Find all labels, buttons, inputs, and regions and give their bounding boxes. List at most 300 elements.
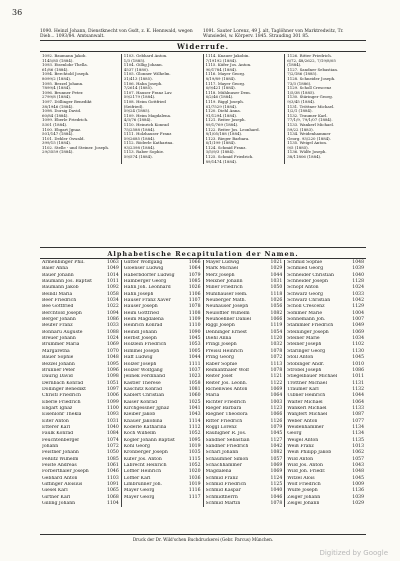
index-number: 1118	[270, 291, 283, 297]
header-entry: 1091. Sauter Lorenz, 49 J. alt, Taglöhner von Marktredwitz, Tr. Wunsiedel, w. Körperv. 1845. Strauding 301 85.	[203, 29, 344, 40]
widerruf-line: 1128. Schneider Joseph.	[287, 76, 336, 81]
widerruf-line: 60/84 (1884).	[42, 113, 69, 118]
index-name: Knauer Jakobina	[123, 418, 163, 424]
index-number: 1074	[107, 437, 119, 443]
widerruf-line: 77/1/9, 79/1/07 (1884).	[287, 118, 333, 123]
index-number: 1113	[270, 361, 283, 367]
widerruf-line: 1094. Berchtold Joseph.	[42, 72, 90, 77]
index-name: Himmel Joseph	[123, 348, 160, 354]
index-number: 1039	[352, 266, 364, 272]
index-number: 1112	[188, 424, 201, 430]
index-number: 1090	[188, 329, 201, 335]
index-name: Sandner Sebastian	[205, 437, 250, 443]
index-name: Mayer Georg	[123, 494, 155, 500]
index-name: Heindl Johann	[123, 329, 157, 335]
index-number: 1066	[270, 412, 283, 418]
index-name: Diehl Anna	[205, 336, 232, 342]
index-number: 1063	[107, 260, 119, 265]
index-number: 1013	[352, 443, 364, 449]
index-number: 1095	[188, 437, 201, 443]
index-name: Beindl Maria	[42, 291, 73, 297]
index-number: 1125	[270, 482, 283, 488]
index-number: 1132	[352, 386, 364, 392]
index-name: Mark Michael	[205, 266, 239, 272]
index-number: 1078	[270, 348, 283, 354]
index-name: Sonnemann Joh.	[287, 317, 326, 323]
printer-footer: Druck der Dr. Wild'schen Buchdruckerei (Gebr. Parcus) München.	[132, 537, 274, 542]
index-number: 1098	[107, 374, 119, 380]
index-name: Ritter Friedrich	[205, 418, 243, 424]
widerruf-line: 1132. Traumer Karl.	[287, 113, 328, 118]
widerruf-line: 7/2614 (1885).	[123, 86, 153, 91]
widerruf-line: 6/72, 48/2622, 7/19/8/05	[287, 58, 336, 63]
widerruf-line: 6/9/421 (1884).	[205, 86, 236, 91]
widerruf-line: 31/413 (1885).	[123, 76, 153, 81]
index-name: Bauer Johann	[42, 272, 74, 278]
watermark: Digitized by Google	[319, 549, 388, 557]
widerruf-line: 6/2/46 (1884).	[205, 95, 234, 100]
index-number: 1029	[270, 266, 283, 272]
index-column	[204, 260, 286, 507]
widerruf-line: 399/15 (1884).	[42, 141, 72, 146]
divider	[40, 258, 366, 259]
index-name: Pringl Joseph	[205, 342, 237, 348]
index-name: Schneider Christian	[287, 272, 334, 278]
index-number: 1117	[188, 494, 201, 500]
index-name: Reiter Jos. Leonh.	[205, 380, 248, 386]
index-number: 1096	[107, 367, 119, 373]
index-number: 1050	[270, 285, 283, 291]
index-number: 1010	[352, 361, 364, 367]
index-name: Weber Anton	[287, 418, 318, 424]
index-name: Jelinek Ferdinand	[123, 374, 166, 380]
index-name: Girtner Karl	[42, 494, 71, 500]
index-number: 1043	[188, 412, 201, 418]
index-name: Kohl Georg	[123, 443, 151, 449]
index-name: Kaiser Konrad	[123, 399, 158, 405]
widerruf-line: 90/1784 (1884).	[205, 67, 238, 72]
index-number: 1127	[270, 437, 283, 443]
index-name: Röggl Lorenz	[205, 424, 237, 430]
index-name: Margaretha	[42, 348, 70, 354]
index-name: Beufer Franz	[42, 323, 73, 329]
index-name: Schmid Kaspar	[205, 488, 241, 494]
index-name: Rauhigner R. Jos.	[205, 431, 247, 437]
index-name: Riggl Joseph	[205, 323, 235, 329]
index-name: Heinrich Konrad	[123, 323, 163, 329]
index-number: 1091	[107, 482, 119, 488]
index-number: 1005	[188, 348, 201, 354]
index-number: 1044	[188, 355, 201, 361]
index-number: 1003	[270, 399, 283, 405]
index-name: Schachhammer	[205, 463, 242, 468]
index-number: 1131	[352, 380, 364, 386]
page-number: 36	[12, 8, 23, 17]
index-name: Schmidtherrn	[205, 494, 238, 500]
index-name: Weigel Anton	[287, 437, 319, 443]
index-name: Limbrunner Joh.	[123, 482, 163, 488]
index-name: Beer Friedrich	[42, 298, 77, 304]
header-entry: 1090. Heinzl Johann, Dienstknecht von Gsdt, z. K. Hennwald, wegen Dieb... 1093/84. Amtsanwalt.	[40, 29, 193, 40]
index-name: Herbst Joseph	[123, 336, 157, 342]
index-name: Wild Anton	[287, 456, 314, 462]
index-number: 1078	[188, 304, 201, 310]
widerruf-line: (Seifried).	[123, 104, 144, 109]
index-name: Armenbinger Phil.	[42, 260, 85, 265]
index-number: 1133	[352, 405, 364, 411]
widerruf-line: 1111. Holzhauser Franz	[123, 132, 172, 137]
widerruf-line: 89/1/769 (1884).	[205, 122, 239, 127]
widerruf-line: 1/3 (1885).	[123, 58, 146, 63]
index-name: Feistner Johann	[42, 450, 79, 456]
widerruf-line: 1102. Stelle - und Steiner. Joseph.	[42, 145, 110, 150]
index-name: Eiter Anton	[42, 418, 69, 424]
index-name: Labrecht Heinrich	[123, 463, 167, 468]
index-number: 1040	[270, 488, 283, 494]
index-column	[285, 260, 366, 507]
widerruf-line: 38/1946 (1884).	[42, 104, 74, 109]
index-number: 1069	[352, 329, 364, 335]
widerruf-line: 1092. Baumann Jakob.	[42, 54, 87, 58]
widerruf-line: 1145/85 (1884).	[42, 58, 74, 63]
index-name: Witzel Alois	[287, 475, 315, 481]
index-name: Stäringer Georg	[287, 348, 326, 354]
index-number: 1085	[107, 456, 119, 462]
widerrufe-column	[40, 54, 122, 164]
index-name: Pring Georg	[205, 355, 234, 361]
index-number: 1029	[352, 501, 364, 507]
index-number: 1120	[270, 336, 283, 342]
index-number: 1079	[188, 272, 201, 278]
index-name: Schneider Joseph	[287, 279, 328, 285]
widerruf-line: 1116. Mayer Georg.	[205, 72, 246, 77]
index-name: Heim Magdalena	[123, 317, 164, 323]
index-name: Bonnaru Auguste	[42, 329, 83, 335]
index-number: 1045	[188, 336, 201, 342]
widerruf-line: 59/24 (1885).	[123, 109, 151, 114]
index-number: 1079	[270, 424, 283, 430]
index-name: Baumann Jos. Baptist	[42, 279, 93, 285]
index-name: Preissl Heinrich	[205, 348, 243, 354]
widerruf-line: 1114. Knauer Jakobin.	[205, 54, 250, 58]
index-number: 1088	[107, 329, 119, 335]
widerruf-line: 1121. Reiter Joseph.	[205, 118, 246, 123]
index-name: Haff Ludwig	[123, 355, 153, 361]
index-number: 1097	[107, 386, 119, 392]
index-number: 1057	[270, 456, 283, 462]
index-number: 1078	[270, 501, 283, 507]
index-name: Miller Friedrich	[205, 285, 243, 291]
index-number: 1069	[270, 463, 283, 468]
index-number: 1119	[270, 323, 283, 329]
widerruf-line: 59/2179 (1884).	[123, 95, 156, 100]
index-number: 1022	[107, 304, 119, 310]
index-name: Steiner Marie	[287, 336, 320, 342]
index-number: 1007	[352, 317, 364, 323]
index-number: 1042	[270, 443, 283, 449]
index-name: Hamberger Georg	[123, 279, 167, 285]
widerruf-line: 89/1474 (1884).	[205, 159, 238, 164]
index-name: Küfer Jos. Anton	[123, 456, 162, 462]
index-number: 1060	[188, 393, 201, 399]
index-number: 1048	[352, 260, 364, 265]
index-number: 1126	[270, 418, 283, 424]
widerruf-line: 1109. Heim Magdalena.	[123, 113, 172, 118]
widerruf-line: 9/5 (1885).	[287, 145, 309, 150]
index-name: Löffler Karl	[123, 475, 151, 481]
divider	[40, 247, 366, 248]
widerrufe-grid	[40, 54, 366, 164]
index-number: 1068	[107, 494, 119, 500]
index-number: 1095	[107, 361, 119, 367]
widerruf-line: 1095. Bezzel Johann.	[42, 81, 84, 86]
index-number: 1035	[188, 450, 201, 456]
widerruf-line: 1136. Wülfe Joseph.	[287, 150, 327, 155]
widerruf-line: 1103. Gebhard Anton.	[123, 54, 168, 58]
index-name: Bauer Sophie	[42, 355, 74, 361]
widerruf-line: 1129. Scholl Crescenz	[287, 86, 332, 91]
index-number: 1084	[107, 431, 119, 437]
widerruf-line: 59/22 (1883).	[287, 127, 314, 132]
index-name: Schmid Sophie	[287, 260, 323, 265]
index-name: Wolf Friedrich	[287, 482, 321, 488]
widerruf-line: 61/86 (1884).	[42, 67, 69, 72]
widerruf-line: 59/2685 (1884).	[123, 136, 156, 141]
index-number: 1024	[352, 285, 364, 291]
index-name: Haberbdorfer Ludwig	[123, 272, 175, 278]
index-number: 1110	[188, 323, 201, 329]
index-name: Sandner Friedrich	[205, 443, 249, 449]
index-number: 1116	[188, 488, 201, 494]
index-name: Schwarz Christian	[287, 298, 331, 304]
index-number: 1040	[107, 424, 119, 430]
index-number: 1134	[352, 431, 364, 437]
widerruf-line: 1120. Diehl Anna.	[205, 109, 241, 114]
widerruf-line: 1098. Dorsig David.	[42, 109, 82, 114]
index-name: Daurig David	[42, 374, 73, 380]
index-name: Holzer Joseph	[123, 361, 157, 367]
index-number: 1103	[107, 475, 119, 481]
widerruf-line: 29/3559 (1884).	[42, 150, 74, 155]
widerruf-line: 1/2/1 (1884).	[287, 109, 313, 114]
widerruf-line: 75/2588 (1884).	[123, 127, 156, 132]
widerrufe-column	[285, 54, 366, 164]
index-name: Gloenser Ludwig	[123, 266, 164, 272]
index-name: Döllinger Benedikt	[42, 386, 86, 392]
index-number: 1048	[352, 469, 364, 475]
index-number: 1052	[188, 463, 201, 468]
index-entry	[206, 501, 283, 507]
widerruf-line: 1125. Schmid Friedrich.	[205, 155, 254, 160]
widerruf-line: 4537 (1880).	[123, 67, 150, 72]
index-name: Förberthaler Joseph	[42, 469, 89, 475]
index-number: 1062	[352, 450, 364, 456]
widerruf-line: 1107. Hauser Franz Lav.	[123, 90, 173, 95]
divider	[40, 51, 366, 52]
index-number: 1025	[188, 399, 201, 405]
index-number: 1058	[107, 291, 119, 297]
index-name: Kögler Johann Baptist	[123, 437, 175, 443]
index-name: Kablert Christian	[123, 393, 165, 399]
widerruf-line: 1110. Heinrich Konrad	[123, 122, 169, 127]
widerruf-line: 1118. Mühlnuser Dem.	[205, 90, 251, 95]
index-number: 1066	[270, 317, 283, 323]
index-name: Wild Jos. Anton	[287, 463, 323, 468]
index-name: Wankerl Michael	[287, 405, 327, 411]
widerruf-line: 1106. Hahn Joseph.	[123, 81, 163, 86]
index-number: 1058	[188, 380, 201, 386]
index-name: Schwarz Georg	[287, 291, 323, 297]
index-number: 1078	[270, 367, 283, 373]
index-number: 1111	[188, 361, 201, 367]
widerruf-line: 7899/4 (1884).	[42, 86, 72, 91]
index-number: 1039	[352, 494, 364, 500]
index-name: Stoll Anton	[287, 355, 314, 361]
index-number: 1129	[352, 304, 364, 310]
widerrufe-column	[204, 54, 286, 164]
widerruf-line: 8/19/89 (1884).	[205, 76, 236, 81]
index-name: Kleiber Jakob	[123, 412, 156, 418]
index-name: Scharl Johann	[205, 450, 239, 456]
index-name: Giesel Karl	[42, 488, 68, 494]
index-number: 1011	[107, 279, 119, 285]
index-number: 1081	[188, 386, 201, 392]
index-number: 1006	[107, 393, 119, 399]
widerruf-line: 1100. Ebgart Jgnaz.	[42, 127, 82, 132]
index-name: Schaumner Simon	[205, 456, 249, 462]
index-name: Baier Anna	[42, 266, 68, 272]
index-number: 1064	[352, 399, 364, 405]
index-name: Schmid Friedrich	[205, 482, 247, 488]
index-number: 1086	[352, 367, 364, 373]
widerruf-line: 5301 (1884).	[42, 122, 68, 127]
index-column	[40, 260, 122, 507]
widerruf-line: 1115. Küfer Jos. Anton.	[205, 63, 252, 68]
index-name: Sommer Marie	[287, 310, 323, 316]
index-name: Breuer Johann	[42, 336, 76, 342]
widerruf-line: 7/19192 (1884).	[205, 58, 238, 63]
index-name: Giffinger Aloisius	[42, 482, 83, 488]
widerruf-line: 1117. Mayer Georg.	[205, 81, 246, 86]
index-number: 1023	[188, 374, 201, 380]
index-name: Baumann Jakob	[42, 285, 79, 291]
index-number: 1046	[270, 494, 283, 500]
index-number: 1045	[270, 431, 283, 437]
index-number: 1069	[270, 386, 283, 392]
index-name: Ebgart Ignaz	[42, 405, 73, 411]
widerruf-line: 1135. Weigel Anton.	[287, 141, 328, 146]
index-name: Stiegelbauer Michael	[287, 374, 338, 380]
index-name: Dernbach Konrad	[42, 380, 84, 386]
index-number: 1021	[270, 260, 283, 265]
index-number: 1122	[270, 380, 283, 386]
widerruf-line: 93/2398 (1884).	[123, 145, 156, 150]
index-number: 1082	[270, 310, 283, 316]
index-number: 1045	[352, 355, 364, 361]
index-name: Richter Friedrich	[205, 399, 246, 405]
index-number: 1134	[352, 424, 364, 430]
index-number: 1009	[352, 482, 364, 488]
widerruf-line: 1097. Döllinger Benedikt	[42, 99, 92, 104]
widerruf-line: 1133. Wankerl Michael.	[287, 122, 335, 127]
index-name: Trottner Michael	[287, 380, 327, 386]
index-number: 1026	[188, 285, 201, 291]
index-name: Uibner Heinrich	[287, 393, 326, 399]
index-number: 1043	[352, 463, 364, 468]
index-name: Zeiger Johann	[287, 494, 321, 500]
index-name: Zeigel Johann	[287, 501, 320, 507]
widerruf-line: 38/11806 (1884).	[287, 155, 322, 160]
index-number: 1124	[270, 475, 283, 481]
widerruf-line: 1131. Tröttner Michael.	[287, 104, 335, 109]
index-name: Traumer Karl	[287, 386, 319, 392]
index-name: Koch Wilhelm	[123, 431, 156, 437]
widerrufe-column	[122, 54, 204, 164]
index-number: 1121	[270, 374, 283, 380]
index-name: Magdalena	[205, 469, 232, 475]
index-name: Scholl Crescenz	[287, 304, 325, 310]
widerruf-line: 1/5/38 (1885).	[287, 90, 316, 95]
index-number: 1136	[352, 488, 364, 494]
index-name: Mayer Georg	[123, 488, 155, 494]
index-number: 1024	[107, 336, 119, 342]
index-name: Riegner Theodora	[205, 412, 248, 418]
widerruf-line: 1134. Weidenhammer	[287, 132, 331, 137]
index-number: 1051	[107, 380, 119, 386]
widerruf-line: 1105. Glonner Wilhelm.	[123, 72, 171, 77]
index-name: Bee Gottfried	[42, 304, 74, 310]
widerruf-line: 8099/2 (1884).	[42, 76, 72, 81]
widerruf-line: 4/3/76 (1884).	[123, 118, 152, 123]
index-name: Neuhauser Joseph	[205, 304, 249, 310]
index-number: 1049	[352, 323, 364, 329]
index-name: Georg	[287, 431, 302, 437]
index-number: 1054	[270, 329, 283, 335]
index-name: Hahn Joh. Leonhard	[123, 285, 171, 291]
index-name: Heim Gottfried	[123, 310, 159, 316]
index-name: Raber Sophie	[205, 361, 238, 367]
index-number: 1014	[107, 272, 119, 278]
index-number: 1037	[188, 367, 201, 373]
widerruf-line: 1096. Brunner Peter.	[42, 90, 84, 95]
widerruf-line: 1127. Sandner Sebastian.	[287, 67, 339, 72]
widerruf-line: 501/147 (1884).	[42, 132, 74, 137]
index-number: 1069	[107, 342, 119, 348]
index-name: Löffler Heinrich	[123, 469, 162, 475]
index-number: 1085	[188, 279, 201, 285]
index-name: Feßlitz Wilhelm	[42, 456, 79, 462]
index-number: 1066	[188, 260, 201, 265]
widerruf-line: 8/1/05/188 (1884).	[205, 132, 243, 137]
index-number: 1045	[352, 475, 364, 481]
index-number: 1041	[188, 405, 201, 411]
widerruf-line: 6/1/199 (1884).	[205, 141, 236, 146]
index-name: Wülfe Joseph	[287, 488, 318, 494]
index-number: 1042	[352, 298, 364, 304]
index-number: 1044	[270, 272, 283, 278]
index-number: 1032	[270, 342, 283, 348]
index-number: 1026	[270, 298, 283, 304]
widerruf-line: 73/3 (1886).	[287, 81, 312, 86]
index-name: Stöbinger Andr.	[287, 361, 325, 367]
index-number: 1072	[270, 355, 283, 361]
index-name: Hauser Franz Xaver	[123, 298, 171, 304]
index-number: 1094	[107, 310, 119, 316]
index-number: 1019	[188, 482, 201, 488]
widerruf-line: 1122. Reiter Jos. Leonhard.	[205, 127, 260, 132]
index-name: Stammler Friedrich	[287, 323, 334, 329]
index-name: Köderle Katharina	[123, 424, 167, 430]
